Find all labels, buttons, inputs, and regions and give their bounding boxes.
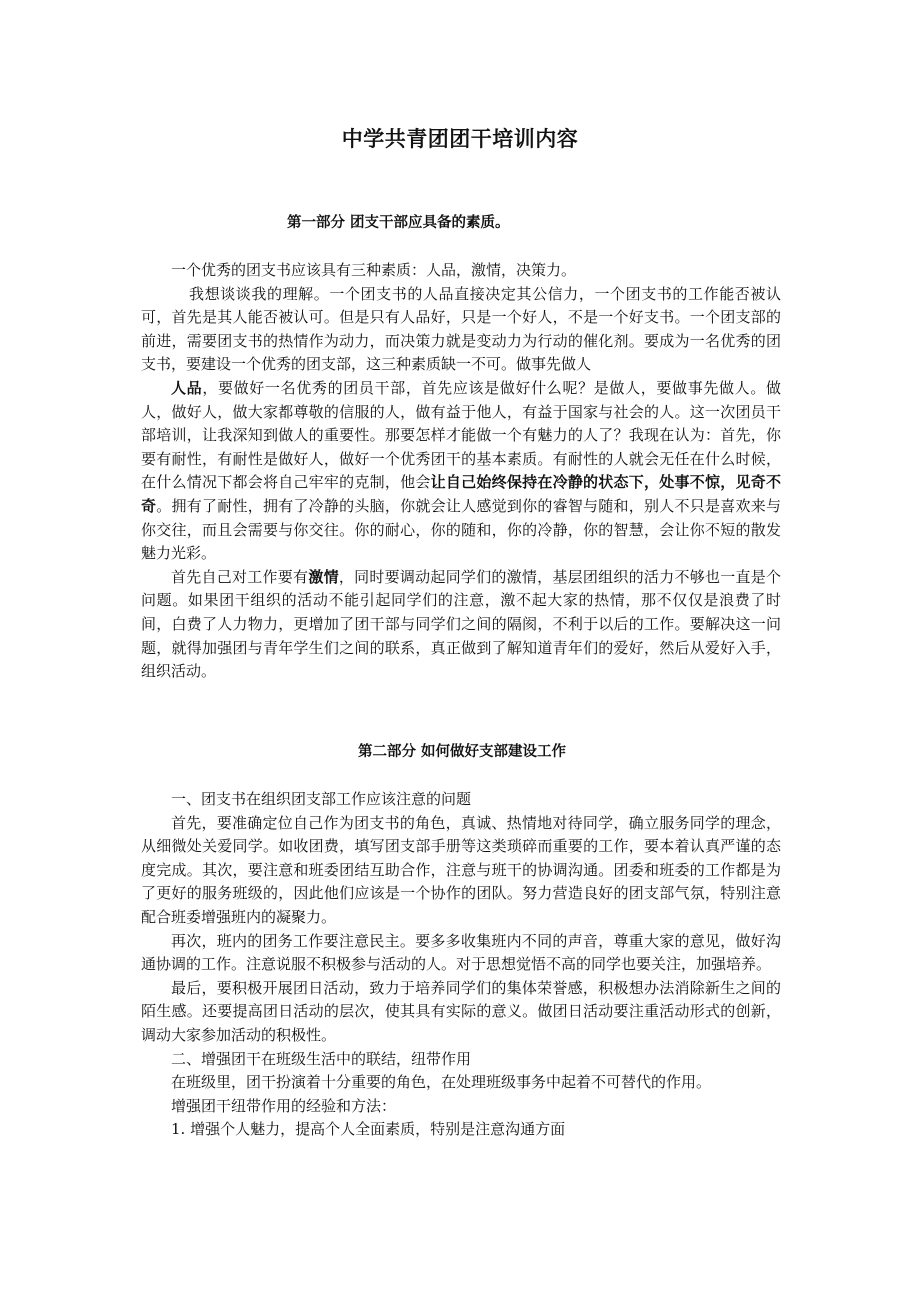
section-1-title: 一、团支书在组织团支部工作应该注意的问题 [171, 790, 472, 808]
part1-paragraph-3 [141, 566, 781, 684]
paragraph-text: 首先自己对工作要有 [171, 567, 309, 586]
bold-text: 激情 [308, 567, 339, 586]
part1-paragraph-2 [141, 377, 781, 566]
section-2-list-item-1: 1. 增强个人魅力，提高个人全面素质，特别是注意沟通方面 [171, 1120, 566, 1139]
section-2-title: 二、增强团干在班级生活中的联结，纽带作用 [171, 1049, 472, 1068]
part2-body [141, 788, 781, 1142]
section-1-paragraph-1: 首先，要准确定位自己作为团支书的角色，真诚、热情地对待同学，确立服务同学的理念，从细微处关爱同学。如收团费，填写团支部手册等这类琐碎而重要的工作，要本着认真严谨的态度完成。其次，要注意和班委团结互助合作，注意与班干的协调沟通。团委和班委的工作都是为了更好的服务班级的，因此他们应该是一个协作的团队。努力营造良好的团支部气氛，特别注意配合班委增强班内的凝聚力。 [141, 813, 781, 926]
part2-heading: 第二部分 如何做好支部建设工作 [358, 744, 567, 760]
section-2-paragraph-2: 增强团干纽带作用的经验和方法： [171, 1096, 397, 1115]
part1-body [141, 259, 781, 684]
section-1-paragraph-2: 再次，班内的团务工作要注意民主。要多多收集班内不同的声音，尊重大家的意见，做好沟通协调的工作。注意说服不积极参与活动的人。对于思想觉悟不高的同学也要关注，加强培养。 [141, 931, 781, 974]
part1-heading: 第一部分 团支干部应具备的素质。 [287, 215, 510, 231]
part1-intro: 一个优秀的团支书应该具有三种素质：人品，激情，决策力。 [171, 261, 577, 279]
paragraph-text: ，同时要调动起同学们的激情，基层团组织的活力不够也一直是个问题。如果团干组织的活动不能引起同学们的注意，激不起大家的热情，那不仅仅是浪费了时间，白费了人力物力，更增加了团干部与同学们之间的隔阂，不利于以后的工作。要解决这一问题，就得加强团与青年学生们之间的联系，真正做到了解知道青年们的爱好，然后从爱好入手，组织活动。 [141, 567, 781, 681]
section-2-paragraph-1: 在班级里，团干扮演着十分重要的角色，在处理班级事务中起着不可替代的作用。 [171, 1073, 712, 1092]
section-1-paragraph-3: 最后，要积极开展团日活动，致力于培养同学们的集体荣誉感，积极想办法消除新生之间的陌生感。还要提高团日活动的层次，使其具有实际的意义。做团日活动要注重活动形式的创新，调动大家参加活动的积极性。 [141, 978, 781, 1044]
bold-text: 人品 [171, 378, 203, 397]
document-title: 中学共青团团干培训内容 [341, 127, 579, 151]
part1-paragraph-1: 我想谈谈我的理解。一个团支书的人品直接决定其公信力，一个团支书的工作能否被认可，首先是其人能否被认可。但是只有人品好，只是一个好人，不是一个好支书。一个团支部的前进，需要团支书的热情作为动力，而决策力就是变动力为行动的催化剂。要成为一名优秀的团支书，要建设一个优秀的团支部，这三种素质缺一不可。做事先做人 [141, 284, 781, 374]
paragraph-text: ，要做好一名优秀的团员干部，首先应该是做好什么呢？是做人，要做事先做人。做人，做好人，做大家都尊敬的信服的人，做有益于他人，有益于国家与社会的人。这一次团员干部培训，让我深知到做人的重要性。那要怎样才能做一个有魅力的人了？我现在认为：首先，你要有耐性，有耐性是做好人，做好一个优秀团干的基本素质。有耐性的人就会无任在什么时候，在什么情况下都会将自己牢牢的克制，他会 [141, 378, 781, 492]
bold-text: 让自己始终保持在冷静的状态下，处事不惊，见奇不奇 [141, 473, 781, 515]
paragraph-text: 。拥有了耐性，拥有了冷静的头脑，你就会让人感觉到你的睿智与随和，别人不只是喜欢来与你交往，而且会需要与你交往。你的耐心，你的随和，你的冷静，你的智慧，会让你不短的散发魅力光彩。 [141, 496, 781, 563]
